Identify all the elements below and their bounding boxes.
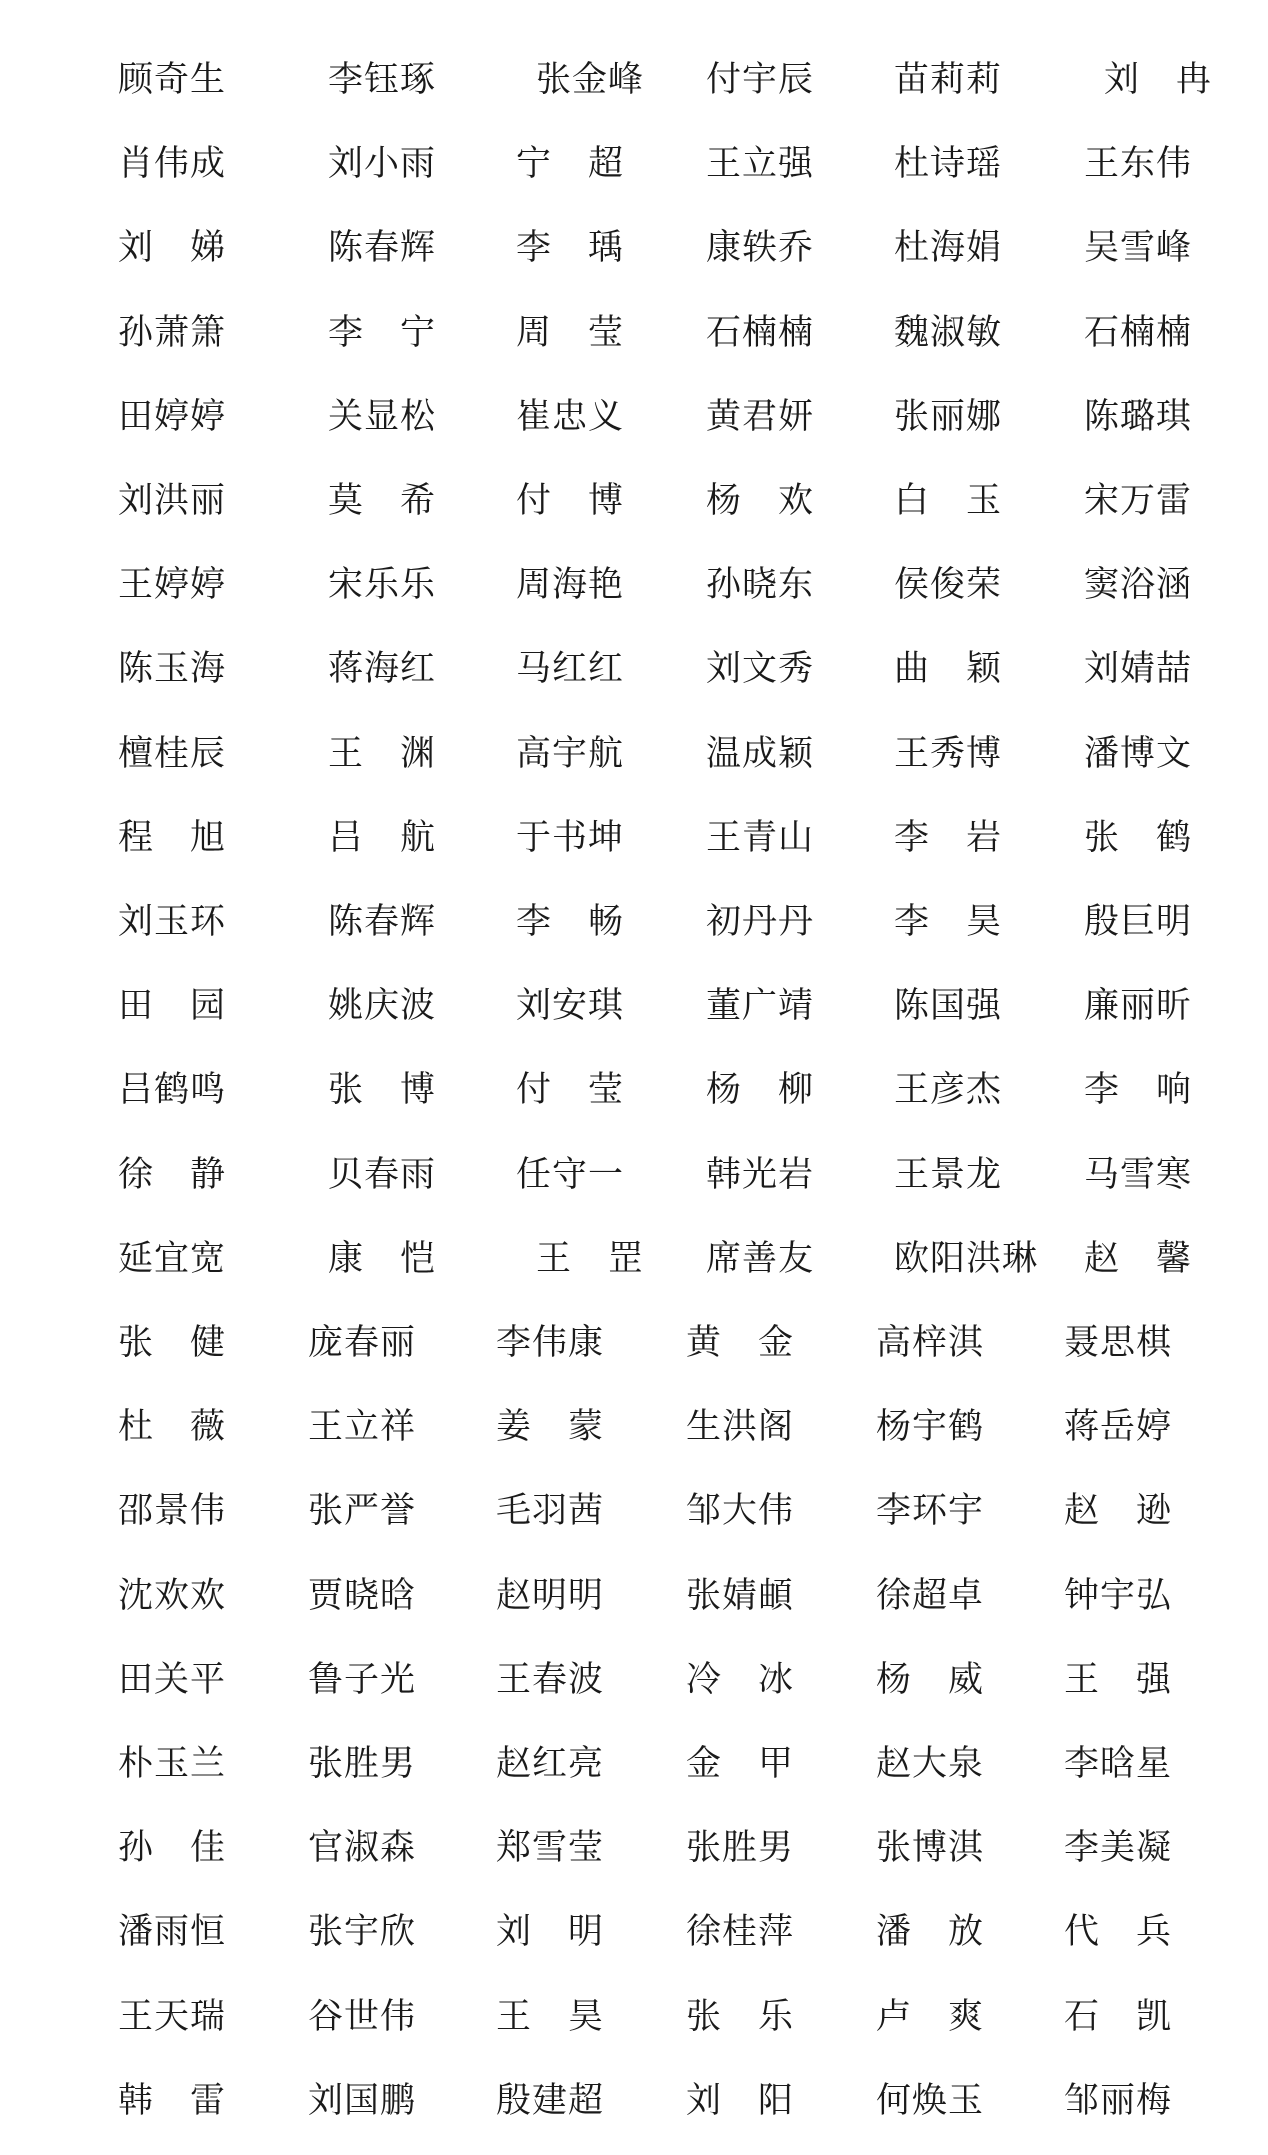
person-name: 刘洪丽 [118, 481, 227, 521]
person-name: 杜 薇 [118, 1407, 227, 1448]
name-row [0, 303, 1268, 363]
person-name: 贝春雨 [328, 1154, 437, 1195]
person-name: 刘文秀 [706, 649, 815, 690]
person-name: 檀桂辰 [118, 733, 227, 774]
person-name: 杨 威 [876, 1659, 985, 1700]
person-name: 周 莹 [516, 312, 625, 353]
person-name: 邵景伟 [118, 1491, 227, 1532]
name-row [0, 555, 1268, 615]
person-name: 延宜宽 [118, 1238, 227, 1279]
person-name: 姜 蒙 [496, 1407, 605, 1448]
name-row [0, 1650, 1268, 1710]
person-name: 陈春辉 [328, 228, 437, 269]
name-row [0, 1060, 1268, 1120]
person-name: 张宇欣 [308, 1912, 417, 1953]
person-name: 黄 金 [686, 1323, 795, 1363]
name-row [0, 134, 1268, 194]
person-name: 宋乐乐 [328, 565, 437, 606]
person-name: 吕鹤鸣 [118, 1070, 227, 1111]
person-name: 刘 娣 [118, 228, 227, 269]
person-name: 石楠楠 [706, 312, 815, 353]
person-name: 杜诗瑶 [894, 144, 1003, 185]
person-name: 殷建超 [496, 2080, 605, 2121]
person-name: 席善友 [706, 1238, 815, 1279]
person-name: 张金峰 [536, 60, 645, 100]
name-row [0, 1397, 1268, 1457]
name-row [0, 1734, 1268, 1794]
person-name: 赵 逊 [1064, 1491, 1173, 1532]
person-name: 廉丽昕 [1084, 986, 1193, 1027]
person-name: 钟宇弘 [1064, 1575, 1173, 1616]
name-row [0, 387, 1268, 447]
person-name: 张博淇 [876, 1828, 985, 1869]
person-name: 蒋岳婷 [1064, 1407, 1173, 1448]
person-name: 王 罡 [536, 1238, 645, 1279]
person-name: 张胜男 [686, 1828, 795, 1869]
person-name: 鲁子光 [308, 1659, 417, 1700]
person-name: 刘 明 [496, 1912, 605, 1953]
person-name: 付 莹 [516, 1070, 625, 1111]
name-row [0, 471, 1268, 531]
person-name: 王东伟 [1084, 144, 1193, 185]
person-name: 马雪寒 [1084, 1154, 1193, 1195]
person-name: 张 健 [118, 1323, 227, 1363]
name-row [0, 218, 1268, 278]
person-name: 庞春丽 [308, 1323, 417, 1363]
person-name: 李 宁 [328, 312, 437, 353]
name-row [0, 50, 1268, 110]
name-row [0, 1481, 1268, 1541]
person-name: 苗莉莉 [894, 60, 1003, 100]
person-name: 刘小雨 [328, 144, 437, 185]
person-name: 魏淑敏 [894, 312, 1003, 353]
person-name: 何焕玉 [876, 2080, 985, 2121]
person-name: 王 强 [1064, 1659, 1173, 1700]
person-name: 张 鹤 [1084, 817, 1193, 858]
person-name: 卢 爽 [876, 1996, 985, 2037]
person-name: 顾奇生 [118, 60, 227, 100]
person-name: 窦浴涵 [1084, 565, 1193, 606]
person-name: 谷世伟 [308, 1996, 417, 2037]
person-name: 杨 柳 [706, 1070, 815, 1111]
person-name: 王 渊 [328, 733, 437, 774]
name-row [0, 639, 1268, 699]
person-name: 姚庆波 [328, 986, 437, 1027]
person-name: 徐 静 [118, 1154, 227, 1195]
person-name: 田婷婷 [118, 396, 227, 437]
person-name: 代 兵 [1064, 1912, 1173, 1953]
person-name: 张胜男 [308, 1744, 417, 1784]
person-name: 白 玉 [894, 481, 1003, 521]
person-name: 刘 冉 [1104, 60, 1213, 100]
person-name: 赵 馨 [1084, 1238, 1193, 1279]
person-name: 刘玉环 [118, 902, 227, 942]
person-name: 欧阳洪琳 [894, 1238, 1039, 1279]
person-name: 李 昊 [894, 902, 1003, 942]
person-name: 关显松 [328, 396, 437, 437]
person-name: 石 凯 [1064, 1996, 1173, 2037]
person-name: 王 昊 [496, 1996, 605, 2037]
person-name: 朴玉兰 [118, 1744, 227, 1784]
person-name: 刘 阳 [686, 2080, 795, 2121]
person-name: 董广靖 [706, 986, 815, 1027]
name-row [0, 976, 1268, 1036]
person-name: 邹丽梅 [1064, 2080, 1173, 2121]
person-name: 陈玉海 [118, 649, 227, 690]
name-row [0, 1566, 1268, 1626]
person-name: 黄君妍 [706, 396, 815, 437]
person-name: 李晗星 [1064, 1744, 1173, 1784]
name-row [0, 1902, 1268, 1962]
person-name: 王立强 [706, 144, 815, 185]
person-name: 李 岩 [894, 817, 1003, 858]
person-name: 宋万雷 [1084, 481, 1193, 521]
person-name: 张严誉 [308, 1491, 417, 1532]
person-name: 孙晓东 [706, 565, 815, 606]
name-row [0, 724, 1268, 784]
person-name: 潘 放 [876, 1912, 985, 1953]
person-name: 陈璐琪 [1084, 396, 1193, 437]
person-name: 李环宇 [876, 1491, 985, 1532]
person-name: 侯俊荣 [894, 565, 1003, 606]
person-name: 康 恺 [328, 1238, 437, 1279]
person-name: 李 瑀 [516, 228, 625, 269]
person-name: 吕 航 [328, 817, 437, 858]
person-name: 徐超卓 [876, 1575, 985, 1616]
person-name: 王秀博 [894, 733, 1003, 774]
person-name: 付 博 [516, 481, 625, 521]
person-name: 肖伟成 [118, 144, 227, 185]
person-name: 王青山 [706, 817, 815, 858]
person-name: 赵大泉 [876, 1744, 985, 1784]
person-name: 石楠楠 [1084, 312, 1193, 353]
person-name: 刘安琪 [516, 986, 625, 1027]
person-name: 刘婧喆 [1084, 649, 1193, 690]
name-row [0, 1313, 1268, 1373]
person-name: 田关平 [118, 1659, 227, 1700]
person-name: 温成颖 [706, 733, 815, 774]
person-name: 田 园 [118, 986, 227, 1027]
person-name: 高梓淇 [876, 1323, 985, 1363]
person-name: 李 响 [1084, 1070, 1193, 1111]
person-name: 初丹丹 [706, 902, 815, 942]
person-name: 王婷婷 [118, 565, 227, 606]
person-name: 贾晓晗 [308, 1575, 417, 1616]
person-name: 聂思棋 [1064, 1323, 1173, 1363]
person-name: 王彦杰 [894, 1070, 1003, 1111]
person-name: 韩光岩 [706, 1154, 815, 1195]
person-name: 潘博文 [1084, 733, 1193, 774]
person-name: 张 博 [328, 1070, 437, 1111]
person-name: 刘国鹏 [308, 2080, 417, 2121]
person-name: 李钰琢 [328, 60, 437, 100]
person-name: 李 畅 [516, 902, 625, 942]
person-name: 周海艳 [516, 565, 625, 606]
person-name: 生洪阁 [686, 1407, 795, 1448]
person-name: 于书坤 [516, 817, 625, 858]
person-name: 沈欢欢 [118, 1575, 227, 1616]
person-name: 金 甲 [686, 1744, 795, 1784]
person-name: 杨宇鹤 [876, 1407, 985, 1448]
person-name: 杨 欢 [706, 481, 815, 521]
name-row [0, 1229, 1268, 1289]
person-name: 王天瑞 [118, 1996, 227, 2037]
person-name: 杜海娟 [894, 228, 1003, 269]
person-name: 王立祥 [308, 1407, 417, 1448]
person-name: 李美凝 [1064, 1828, 1173, 1869]
person-name: 张婧頔 [686, 1575, 795, 1616]
person-name: 宁 超 [516, 144, 625, 185]
person-name: 赵红亮 [496, 1744, 605, 1784]
person-name: 殷巨明 [1084, 902, 1193, 942]
person-name: 莫 希 [328, 481, 437, 521]
person-name: 吴雪峰 [1084, 228, 1193, 269]
person-name: 郑雪莹 [496, 1828, 605, 1869]
name-row [0, 808, 1268, 868]
person-name: 冷 冰 [686, 1659, 795, 1700]
person-name: 王春波 [496, 1659, 605, 1700]
person-name: 孙萧箫 [118, 312, 227, 353]
person-name: 王景龙 [894, 1154, 1003, 1195]
person-name: 邹大伟 [686, 1491, 795, 1532]
person-name: 崔忠义 [516, 396, 625, 437]
person-name: 任守一 [516, 1154, 625, 1195]
person-name: 赵明明 [496, 1575, 605, 1616]
person-name: 潘雨恒 [118, 1912, 227, 1953]
person-name: 张 乐 [686, 1996, 795, 2037]
person-name: 程 旭 [118, 817, 227, 858]
name-row [0, 1145, 1268, 1205]
person-name: 韩 雷 [118, 2080, 227, 2121]
name-row [0, 2071, 1268, 2131]
person-name: 孙 佳 [118, 1828, 227, 1869]
person-name: 曲 颖 [894, 649, 1003, 690]
person-name: 毛羽茜 [496, 1491, 605, 1532]
person-name: 马红红 [516, 649, 625, 690]
person-name: 陈春辉 [328, 902, 437, 942]
person-name: 高宇航 [516, 733, 625, 774]
person-name: 徐桂萍 [686, 1912, 795, 1953]
person-name: 陈国强 [894, 986, 1003, 1027]
person-name: 官淑森 [308, 1828, 417, 1869]
name-row [0, 1987, 1268, 2047]
person-name: 康轶乔 [706, 228, 815, 269]
person-name: 张丽娜 [894, 396, 1003, 437]
person-name: 李伟康 [496, 1323, 605, 1363]
name-row [0, 1818, 1268, 1878]
person-name: 蒋海红 [328, 649, 437, 690]
name-row [0, 892, 1268, 952]
person-name: 付宇辰 [706, 60, 815, 100]
